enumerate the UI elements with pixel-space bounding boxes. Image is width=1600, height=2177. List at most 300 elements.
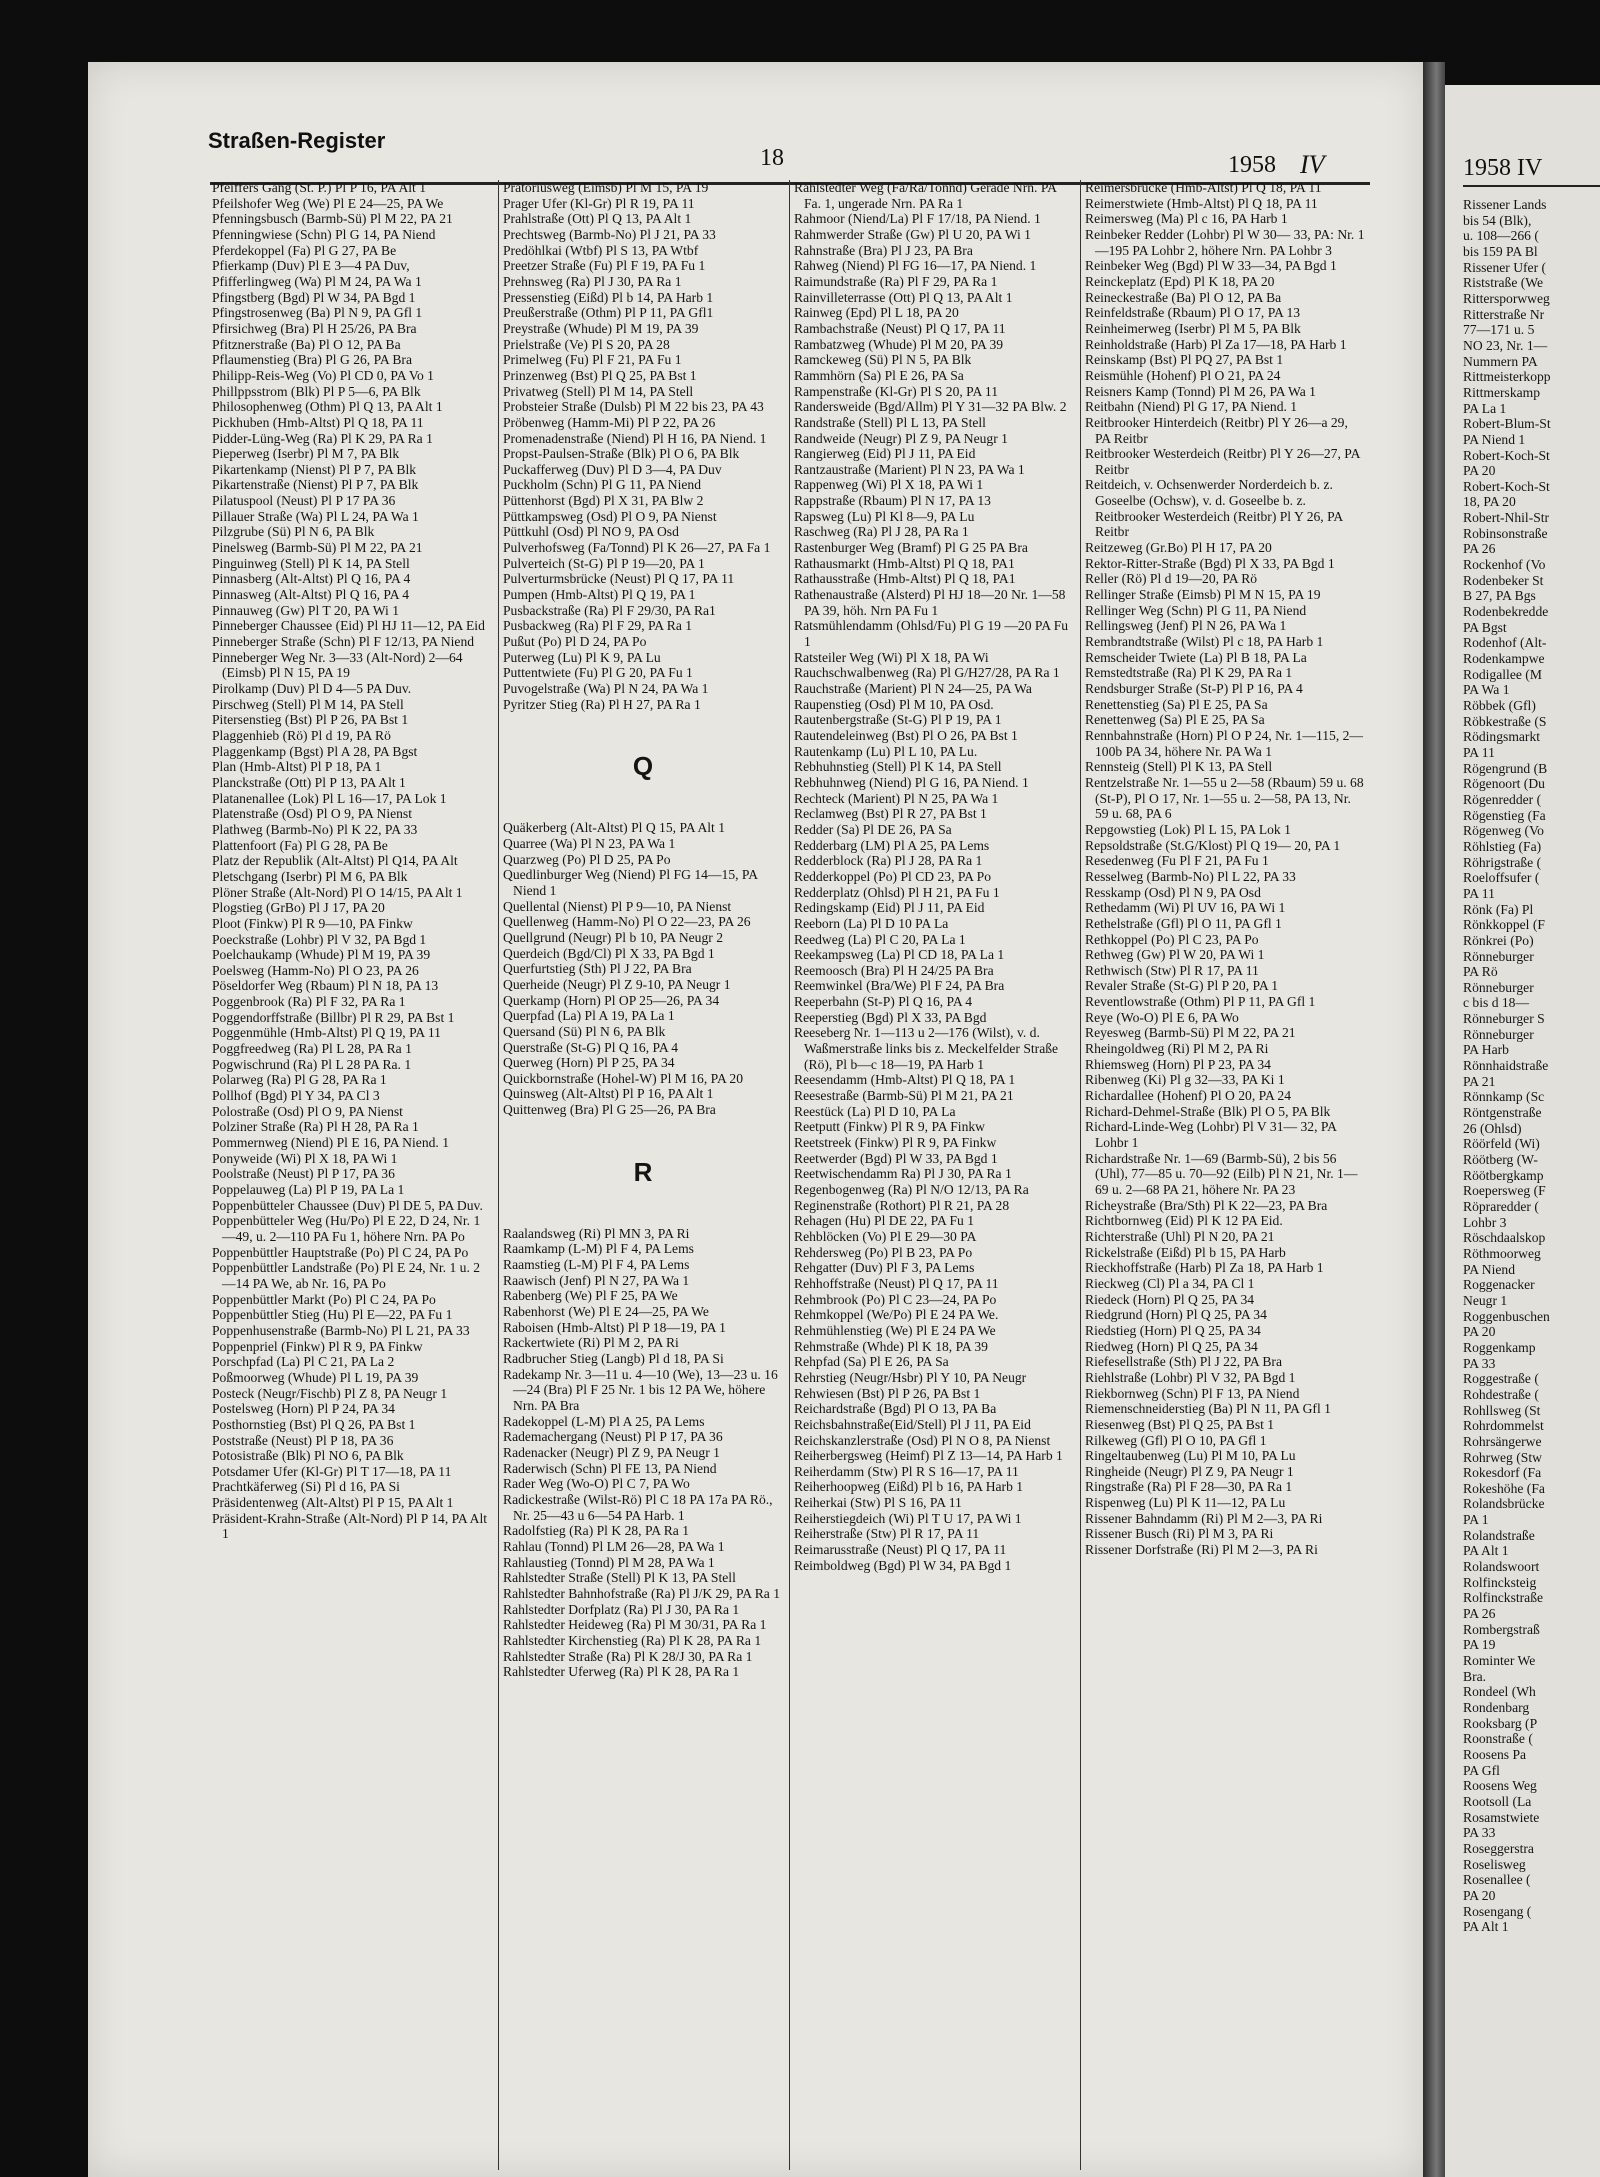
street-entry: Planckstraße (Ott) Pl P 13, PA Alt 1 xyxy=(212,774,406,790)
street-entry: Rickelstraße (Eißd) Pl b 15, PA Harb xyxy=(1085,1244,1286,1260)
street-entry: Reinbeker Redder (Lohbr) Pl W 30— 33, PA: Nr. 1—195 PA Lohbr 2, höhere Nrn. PA Lohbr 3 xyxy=(1085,226,1365,258)
street-entry: Radolfstieg (Ra) Pl K 28, PA Ra 1 xyxy=(503,1523,690,1539)
street-entry: Reetputt (Finkw) Pl R 9, PA Finkw xyxy=(794,1119,985,1135)
adjacent-page-line: Roonstraße ( xyxy=(1463,1731,1533,1747)
street-entry: Redderbarg (LM) Pl A 25, PA Lems xyxy=(794,837,990,853)
adjacent-page-line: Rolfinckstraße xyxy=(1463,1590,1544,1606)
street-entry: Rauchstraße (Marient) Pl N 24—25, PA Wa xyxy=(794,681,1032,696)
street-entry: Rellinger Weg (Schn) Pl G 11, PA Niend xyxy=(1085,602,1307,618)
adjacent-page-line: Rombergstraß xyxy=(1463,1621,1540,1637)
adjacent-page-line: Rittmerskamp xyxy=(1463,384,1541,400)
street-entry: Riedgrund (Horn) Pl Q 25, PA 34 xyxy=(1085,1307,1267,1323)
street-entry: Randstraße (Stell) Pl L 13, PA Stell xyxy=(794,414,986,430)
street-entry: Pußut (Po) Pl D 24, PA Po xyxy=(503,634,647,650)
adjacent-page-line: Rönkrei (Po) xyxy=(1463,932,1534,948)
header-volume: IV xyxy=(1300,150,1325,179)
street-entry: Pinnasweg (Alt-Altst) Pl Q 16, PA 4 xyxy=(212,587,410,603)
adjacent-page-header: 1958 IV xyxy=(1463,155,1543,181)
street-entry: Pinnauweg (Gw) Pl T 20, PA Wi 1 xyxy=(212,602,400,618)
street-entry: Posteck (Neugr/Fischb) Pl Z 8, PA Neugr 1 xyxy=(212,1385,448,1401)
street-entry: Pinneberger Weg Nr. 3—33 (Alt-Nord) 2—64 (Eimsb) Pl N 15, PA 19 xyxy=(212,649,463,681)
street-entry: Riehlstraße (Lohbr) Pl V 32, PA Bgd 1 xyxy=(1085,1369,1296,1385)
street-entry: Pusbackweg (Ra) Pl F 29, PA Ra 1 xyxy=(503,618,693,634)
adjacent-page-line: Rokeshöhe (Fa xyxy=(1463,1480,1545,1496)
street-entry: Richeystraße (Bra/Sth) Pl K 22—23, PA Bra xyxy=(1085,1197,1328,1213)
street-entry: Rahlstedter Dorfplatz (Ra) Pl J 30, PA Ra 1 xyxy=(503,1601,740,1617)
adjacent-page-line: PA 20 xyxy=(1463,463,1496,479)
street-entry: Rangierweg (Eid) Pl J 11, PA Eid xyxy=(794,446,976,462)
street-entry: Poelsweg (Hamm-No) Pl O 23, PA 26 xyxy=(212,962,419,978)
section-letter: R xyxy=(633,1156,653,1187)
street-entry: Poppenhusenstraße (Barmb-No) Pl L 21, PA 33 xyxy=(212,1322,470,1338)
street-entry: Ringeltaubenweg (Lu) Pl M 10, PA Lu xyxy=(1085,1448,1296,1464)
street-entry: Renettenstieg (Sa) Pl E 25, PA Sa xyxy=(1085,696,1268,712)
adjacent-page-line: PA Rö xyxy=(1463,964,1498,980)
street-entry: Rehgatter (Duv) Pl F 3, PA Lems xyxy=(794,1260,975,1276)
street-entry: Quinsweg (Alt-Altst) Pl P 16, PA Alt 1 xyxy=(503,1086,714,1102)
street-entry: Platanenallee (Lok) Pl L 16—17, PA Lok 1 xyxy=(212,790,447,806)
street-entry: Reinholdstraße (Harb) Pl Za 17—18, PA Harb 1 xyxy=(1085,336,1347,352)
street-entry: Reclamweg (Bst) Pl R 27, PA Bst 1 xyxy=(794,806,987,822)
street-entry: Reinfeldstraße (Rbaum) Pl O 17, PA 13 xyxy=(1085,305,1301,321)
street-entry: Rieckhoffstraße (Harb) Pl Za 18, PA Harb 1 xyxy=(1085,1260,1324,1276)
adjacent-page-line: PA Niend 1 xyxy=(1463,431,1526,447)
street-entry: Pulverhofsweg (Fa/Tonnd) Pl K 26—27, PA Fa 1 xyxy=(503,540,771,556)
street-entry: Reitbahn (Niend) Pl G 17, PA Niend. 1 xyxy=(1085,399,1298,415)
adjacent-page-line: PA 21 xyxy=(1463,1073,1496,1089)
street-entry: Reiherstraße (Stw) Pl R 17, PA 11 xyxy=(794,1526,980,1542)
street-entry: Rehagen (Hu) Pl DE 22, PA Fu 1 xyxy=(794,1213,974,1229)
street-entry: Reisners Kamp (Tonnd) Pl M 26, PA Wa 1 xyxy=(1085,383,1316,399)
street-entry: Rebhuhnweg (Niend) Pl G 16, PA Niend. 1 xyxy=(794,774,1029,790)
street-entry: Platz der Republik (Alt-Altst) Pl Q14, PA Alt xyxy=(212,853,458,869)
street-entry: Quersand (Sü) Pl N 6, PA Blk xyxy=(503,1023,666,1039)
street-entry: Rehwiesen (Bst) Pl P 26, PA Bst 1 xyxy=(794,1385,981,1401)
street-entry: Rahlaustieg (Tonnd) Pl M 28, PA Wa 1 xyxy=(503,1554,715,1570)
street-entry: Rambachstraße (Neust) Pl Q 17, PA 11 xyxy=(794,320,1006,336)
street-entry: Püttkuhl (Osd) Pl NO 9, PA Osd xyxy=(503,524,679,540)
street-entry: Raupenstieg (Osd) Pl M 10, PA Osd. xyxy=(794,696,994,712)
street-entry: Reichardstraße (Bgd) Pl O 13, PA Ba xyxy=(794,1401,997,1417)
street-entry: Reetstreek (Finkw) Pl R 9, PA Finkw xyxy=(794,1135,997,1151)
adjacent-page-line: Rohrsängerwe xyxy=(1463,1433,1542,1449)
adjacent-page-line: Ritterstraße Nr xyxy=(1463,306,1545,322)
street-entry: Ponyweide (Wi) Pl X 18, PA Wi 1 xyxy=(212,1150,398,1166)
adjacent-page-line: PA Alt 1 xyxy=(1463,1919,1509,1935)
street-entry: Rathausmarkt (Hmb-Altst) Pl Q 18, PA1 xyxy=(794,555,1015,571)
adjacent-page-line: Roselisweg xyxy=(1463,1856,1526,1872)
street-entry: Rennbahnstraße (Horn) Pl O P 24, Nr. 1—115, 2—100b PA 34, höhere Nr. PA Wa 1 xyxy=(1085,727,1364,759)
street-entry: Poppenbütteler Weg (Hu/Po) Pl E 22, D 24, Nr. 1—49, u. 2—110 PA Fu 1, höhere Nrn. PA Po xyxy=(212,1213,481,1244)
street-entry: Prehnsweg (Ra) Pl J 30, PA Ra 1 xyxy=(503,273,682,289)
street-entry: Plaggenhieb (Rö) Pl d 19, PA Rö xyxy=(212,727,391,743)
street-entry: Resedenweg (Fu Pl F 21, PA Fu 1 xyxy=(1085,853,1269,869)
street-entry: Rabenberg (We) Pl F 25, PA We xyxy=(503,1288,678,1304)
section-letter: Q xyxy=(632,751,654,782)
adjacent-page-line: PA 26 xyxy=(1463,541,1496,557)
header-page-number: 18 xyxy=(760,145,784,171)
street-entry: Rheingoldweg (Ri) Pl M 2, PA Ri xyxy=(1085,1041,1269,1057)
street-entry: Rampenstraße (Kl-Gr) Pl S 20, PA 11 xyxy=(794,383,999,399)
street-entry: Plaggenkamp (Bgst) Pl A 28, PA Bgst xyxy=(212,743,418,759)
register-column-4 xyxy=(1081,180,1372,2170)
adjacent-page-line: Neugr 1 xyxy=(1463,1292,1508,1308)
street-entry: Poppenbüttler Landstraße (Po) Pl E 24, Nr. 1 u. 2—14 PA We, ab Nr. 16, PA Po xyxy=(212,1260,481,1291)
street-entry: Pflaumenstieg (Bra) Pl G 26, PA Bra xyxy=(212,352,412,368)
adjacent-page xyxy=(1445,85,1600,2177)
adjacent-page-text xyxy=(1463,197,1600,1935)
street-entry: Quellgrund (Neugr) Pl b 10, PA Neugr 2 xyxy=(503,929,724,945)
street-entry: Poolstraße (Neust) Pl P 17, PA 36 xyxy=(212,1166,395,1182)
adjacent-page-line: Röthmoorweg xyxy=(1463,1245,1541,1261)
street-entry: Pfierkamp (Duv) Pl E 3—4 PA Duv, xyxy=(212,258,410,274)
adjacent-page-line: Rönnhaidstraße xyxy=(1463,1058,1549,1074)
adjacent-page-line: Rodenbekredde xyxy=(1463,604,1549,620)
street-entry: Resselweg (Barmb-No) Pl L 22, PA 33 xyxy=(1085,868,1296,884)
adjacent-page-line: Rolandstraße xyxy=(1463,1527,1535,1543)
street-entry: Redderkoppel (Po) Pl CD 23, PA Po xyxy=(794,868,992,884)
street-entry: Reinbeker Weg (Bgd) Pl W 33—34, PA Bgd 1 xyxy=(1085,258,1337,274)
street-entry: Poelchaukamp (Whude) Pl M 19, PA 39 xyxy=(212,947,431,963)
street-entry: Richard-Linde-Weg (Lohbr) Pl V 31— 32, PA Lohbr 1 xyxy=(1085,1119,1337,1151)
street-entry: Reekampsweg (La) Pl CD 18, PA La 1 xyxy=(794,947,1005,963)
street-entry: Rethedamm (Wi) Pl UV 16, PA Wi 1 xyxy=(1085,900,1286,916)
street-entry: Rahweg (Niend) Pl FG 16—17, PA Niend. 1 xyxy=(794,258,1037,274)
street-entry: Pfeiffers Gang (St. P.) Pl P 16, PA Alt 1 xyxy=(212,180,427,195)
street-entry: Querfurtstieg (Sth) Pl J 22, PA Bra xyxy=(503,961,692,977)
street-entry: Radbrucher Stieg (Langb) Pl d 18, PA Si xyxy=(503,1351,724,1367)
street-entry: Richardstraße Nr. 1—69 (Barmb-Sü), 2 bis 56 (Uhl), 77—85 u. 70—92 (Eilb) Pl N 21, Nr. 1—69 u. 2—68 PA 21, höhere Nr. PA 23 xyxy=(1085,1150,1358,1197)
street-entry: Reitbrooker Westerdeich (Reitbr) Pl Y 26—27, PA Reitbr xyxy=(1085,446,1360,477)
street-entry: Pinelsweg (Barmb-Sü) Pl M 22, PA 21 xyxy=(212,540,423,556)
street-entry: Prechtsweg (Barmb-No) Pl J 21, PA 33 xyxy=(503,226,716,242)
street-entry: Pusbackstraße (Ra) Pl F 29/30, PA Ra1 xyxy=(503,602,716,618)
street-entry: Rhiemsweg (Horn) Pl P 23, PA 34 xyxy=(1085,1056,1271,1072)
street-entry: Poppenbüttler Stieg (Hu) Pl E—22, PA Fu 1 xyxy=(212,1307,453,1323)
street-entry: Quittenweg (Bra) Pl G 25—26, PA Bra xyxy=(503,1102,716,1118)
adjacent-page-line: Roosens Pa xyxy=(1463,1746,1527,1762)
street-entry: Ratsmühlendamm (Ohlsd/Fu) Pl G 19 —20 PA Fu 1 xyxy=(794,618,1069,650)
adjacent-page-line: Rodenbeker St xyxy=(1463,572,1544,588)
street-entry: Rackertwiete (Ri) Pl M 2, PA Ri xyxy=(503,1335,679,1351)
street-entry: Richard-Dehmel-Straße (Blk) Pl O 5, PA Blk xyxy=(1085,1103,1331,1119)
adjacent-page-line: PA 33 xyxy=(1463,1825,1496,1841)
street-entry: Reiherhoopweg (Eißd) Pl b 16, PA Harb 1 xyxy=(794,1479,1024,1495)
adjacent-page-line: 26 (Ohlsd) xyxy=(1463,1120,1522,1136)
street-entry: Regenbogenweg (Ra) Pl N/O 12/13, PA Ra xyxy=(794,1182,1029,1197)
street-entry: Rahlstedter Bahnhofstraße (Ra) Pl J/K 29, PA Ra 1 xyxy=(503,1585,781,1601)
adjacent-page-line: Robert-Koch-St xyxy=(1463,478,1550,494)
street-entry: Rispenweg (Lu) Pl K 11—12, PA Lu xyxy=(1085,1495,1286,1511)
adjacent-page-line: Röhrigstraße ( xyxy=(1463,854,1542,870)
adjacent-page-line: Rosengang ( xyxy=(1463,1903,1532,1919)
street-entry: Ringheide (Neugr) Pl Z 9, PA Neugr 1 xyxy=(1085,1463,1294,1479)
street-entry: Reestück (La) Pl D 10, PA La xyxy=(794,1103,956,1119)
adjacent-page-line: 77—171 u. 5 xyxy=(1463,322,1535,338)
street-entry: Rehmkoppel (We/Po) Pl E 24 PA We. xyxy=(794,1307,999,1323)
street-entry: Reimersbrücke (Hmb-Altst) Pl Q 18, PA 11 xyxy=(1085,180,1322,195)
street-entry: Puttentwiete (Fu) Pl G 20, PA Fu 1 xyxy=(503,665,693,681)
adjacent-page-rule xyxy=(1463,185,1600,187)
street-entry: Rieckweg (Cl) Pl a 34, PA Cl 1 xyxy=(1085,1275,1255,1291)
street-entry: Pumpen (Hmb-Altst) Pl Q 19, PA 1 xyxy=(503,587,696,603)
street-entry: Riedstieg (Horn) Pl Q 25, PA 34 xyxy=(1085,1322,1261,1338)
adjacent-page-line: Rissener Lands xyxy=(1463,197,1547,212)
adjacent-page-line: PA 1 xyxy=(1463,1512,1489,1528)
adjacent-page-line: Rönneburger xyxy=(1463,1026,1534,1042)
street-entry: Resskamp (Osd) Pl N 9, PA Osd xyxy=(1085,884,1261,900)
street-entry: Rahlstedter Heideweg (Ra) Pl M 30/31, PA Ra 1 xyxy=(503,1617,767,1633)
street-entry: Probsteier Straße (Dulsb) Pl M 22 bis 23, PA 43 xyxy=(503,399,764,415)
adjacent-page-line: Rolandswoort xyxy=(1463,1559,1540,1575)
street-entry: Reemoosch (Bra) Pl H 24/25 PA Bra xyxy=(794,962,994,978)
street-entry: Ringstraße (Ra) Pl F 28—30, PA Ra 1 xyxy=(1085,1479,1293,1495)
street-entry: Repgowstieg (Lok) Pl L 15, PA Lok 1 xyxy=(1085,821,1291,837)
street-entry: Potosistraße (Blk) Pl NO 6, PA Blk xyxy=(212,1448,404,1464)
register-column-2 xyxy=(499,180,790,2170)
street-entry: Rehrstieg (Neugr/Hsbr) Pl Y 10, PA Neugr xyxy=(794,1369,1027,1385)
street-entry: Pilatuspool (Neust) Pl P 17 PA 36 xyxy=(212,493,396,509)
street-entry: Reitzeweg (Gr.Bo) Pl H 17, PA 20 xyxy=(1085,540,1272,556)
adjacent-page-line: PA Gfl xyxy=(1463,1762,1500,1778)
street-entry: Rahlstedter Kirchenstieg (Ra) Pl K 28, PA Ra 1 xyxy=(503,1632,762,1648)
adjacent-page-line: Rittmeisterkopp xyxy=(1463,369,1551,385)
street-entry: Philosophenweg (Othm) Pl Q 13, PA Alt 1 xyxy=(212,399,443,415)
street-entry: Reeperstieg (Bgd) Pl X 33, PA Bgd xyxy=(794,1009,987,1025)
adjacent-page-line: Röntgenstraße xyxy=(1463,1105,1542,1121)
adjacent-page-line: PA La 1 xyxy=(1463,400,1507,416)
street-entry: Rahnstraße (Bra) Pl J 23, PA Bra xyxy=(794,242,973,258)
street-entry: Rahlstedter Straße (Stell) Pl K 13, PA Stell xyxy=(503,1570,736,1586)
street-entry: Querdeich (Bgd/Cl) Pl X 33, PA Bgd 1 xyxy=(503,945,715,961)
street-entry: Pinnasberg (Alt-Altst) Pl Q 16, PA 4 xyxy=(212,571,411,587)
street-entry: Poggendorffstraße (Billbr) Pl R 29, PA Bst 1 xyxy=(212,1009,455,1025)
street-entry: Rademachergang (Neust) Pl P 17, PA 36 xyxy=(503,1429,723,1445)
adjacent-page-line: Riststraße (We xyxy=(1463,275,1544,291)
street-entry: Prahlstraße (Ott) Pl Q 13, PA Alt 1 xyxy=(503,211,692,227)
street-entry: Rethelstraße (Gfl) Pl O 11, PA Gfl 1 xyxy=(1085,915,1282,931)
adjacent-page-line: Rondeel (Wh xyxy=(1463,1684,1536,1700)
street-entry: Ribenweg (Ki) Pl g 32—33, PA Ki 1 xyxy=(1085,1072,1285,1088)
adjacent-page-line: PA 11 xyxy=(1463,744,1495,760)
street-entry: Rellinger Straße (Eimsb) Pl M N 15, PA 19 xyxy=(1085,587,1321,603)
street-entry: Rammhörn (Sa) Pl E 26, PA Sa xyxy=(794,367,964,383)
adjacent-page-line: Rosamstwiete xyxy=(1463,1809,1540,1825)
street-entry: Raamstieg (L-M) Pl F 4, PA Lems xyxy=(503,1257,690,1273)
street-entry: Rainvilleterrasse (Ott) Pl Q 13, PA Alt 1 xyxy=(794,289,1013,305)
street-entry: Puvogelstraße (Wa) Pl N 24, PA Wa 1 xyxy=(503,681,709,696)
street-entry: Quedlinburger Weg (Niend) Pl FG 14—15, PA Niend 1 xyxy=(503,867,758,898)
street-entry: Rappenweg (Wi) Pl X 18, PA Wi 1 xyxy=(794,477,984,493)
street-entry: Plan (Hmb-Altst) Pl P 18, PA 1 xyxy=(212,759,382,775)
street-entry: Rechteck (Marient) Pl N 25, PA Wa 1 xyxy=(794,790,999,806)
adjacent-page-line: Rominter We xyxy=(1463,1653,1536,1669)
street-entry: Reeborn (La) Pl D 10 PA La xyxy=(794,915,949,931)
street-entry: Poppenbüttler Markt (Po) Pl C 24, PA Po xyxy=(212,1291,436,1307)
street-entry: Pirolkamp (Duv) Pl D 4—5 PA Duv. xyxy=(212,681,412,696)
street-entry: Remstedtstraße (Ra) Pl K 29, PA Ra 1 xyxy=(1085,665,1293,681)
street-entry: Reinckeplatz (Epd) Pl K 18, PA 20 xyxy=(1085,273,1275,289)
street-entry: Redderplatz (Ohlsd) Pl H 21, PA Fu 1 xyxy=(794,884,1000,900)
street-entry: Pfitznerstraße (Ba) Pl O 12, PA Ba xyxy=(212,336,401,352)
street-entry: Reimerstwiete (Hmb-Altst) Pl Q 18, PA 11 xyxy=(1085,195,1318,211)
street-entry: Revaler Straße (St-G) Pl P 20, PA 1 xyxy=(1085,978,1279,994)
street-entry: Pidder-Lüng-Weg (Ra) Pl K 29, PA Ra 1 xyxy=(212,430,433,446)
adjacent-page-line: PA 19 xyxy=(1463,1637,1496,1653)
street-entry: Pirschweg (Stell) Pl M 14, PA Stell xyxy=(212,696,404,712)
adjacent-page-line: Rodenkampwe xyxy=(1463,651,1545,667)
street-entry: Poppenpriel (Finkw) Pl R 9, PA Finkw xyxy=(212,1338,423,1354)
adjacent-page-line: PA Harb xyxy=(1463,1042,1509,1058)
street-entry: Reiherstiegdeich (Wi) Pl T U 17, PA Wi 1 xyxy=(794,1510,1022,1526)
street-entry: Rambatzweg (Whude) Pl M 20, PA 39 xyxy=(794,336,1004,352)
adjacent-page-line: Röpraredder ( xyxy=(1463,1199,1539,1214)
street-entry: Pogwischrund (Ra) Pl L 28 PA Ra. 1 xyxy=(212,1056,412,1072)
adjacent-page-line: Rönkkoppel (F xyxy=(1463,917,1545,933)
street-entry: Reyesweg (Barmb-Sü) Pl M 22, PA 21 xyxy=(1085,1025,1296,1041)
adjacent-page-line: Roosens Weg xyxy=(1463,1778,1537,1794)
adjacent-page-line: Rissener Ufer ( xyxy=(1463,259,1547,275)
street-entry: Redingskamp (Eid) Pl J 11, PA Eid xyxy=(794,900,985,916)
street-entry: Pfifferlingweg (Wa) Pl M 24, PA Wa 1 xyxy=(212,273,422,289)
street-entry: Reimboldweg (Bgd) Pl W 34, PA Bgd 1 xyxy=(794,1557,1012,1573)
adjacent-page-line: Roepersweg (F xyxy=(1463,1183,1546,1199)
street-entry: Rennsteig (Stell) Pl K 13, PA Stell xyxy=(1085,759,1273,775)
street-register-columns xyxy=(208,180,1373,2170)
adjacent-page-line: bis 54 (Blk), xyxy=(1463,212,1532,228)
street-entry: Rethkoppel (Po) Pl C 23, PA Po xyxy=(1085,931,1259,947)
adjacent-page-line: Rosenallee ( xyxy=(1463,1872,1531,1888)
street-entry: Riemenschneiderstieg (Ba) Pl N 11, PA Gfl 1 xyxy=(1085,1401,1331,1417)
street-entry: Püttenhorst (Bgd) Pl X 31, PA Blw 2 xyxy=(503,493,704,509)
street-entry: Rethwisch (Stw) Pl R 17, PA 11 xyxy=(1085,962,1259,978)
street-entry: Plathweg (Barmb-No) Pl K 22, PA 33 xyxy=(212,821,418,837)
street-entry: Reichsbahnstraße(Eid/Stell) Pl J 11, PA Eid xyxy=(794,1416,1031,1432)
street-entry: Pulverturmsbrücke (Neust) Pl Q 17, PA 11 xyxy=(503,571,735,587)
street-entry: Rehmbrook (Po) Pl C 23—24, PA Po xyxy=(794,1291,997,1307)
street-entry: Prielstraße (Ve) Pl S 20, PA 28 xyxy=(503,336,670,352)
street-entry: Querweg (Horn) Pl P 25, PA 34 xyxy=(503,1055,675,1071)
street-entry: Quickbornstraße (Hohel-W) Pl M 16, PA 20 xyxy=(503,1070,744,1086)
adjacent-page-line: Roeloffsufer ( xyxy=(1463,870,1540,886)
adjacent-page-line: Roggenkamp xyxy=(1463,1339,1536,1355)
street-entry: Randweide (Neugr) Pl Z 9, PA Neugr 1 xyxy=(794,430,1008,446)
street-entry: Rissener Bahndamm (Ri) Pl M 2—3, PA Ri xyxy=(1085,1510,1323,1526)
street-entry: Rehhoffstraße (Neust) Pl Q 17, PA 11 xyxy=(794,1275,999,1291)
street-entry: Rappstraße (Rbaum) Pl N 17, PA 13 xyxy=(794,493,991,509)
street-entry: Präsidentenweg (Alt-Altst) Pl P 15, PA Alt 1 xyxy=(212,1495,454,1511)
adjacent-page-line: Röbbek (Gfl) xyxy=(1463,698,1536,713)
street-entry: Rembrandtstraße (Wilst) Pl c 18, PA Harb 1 xyxy=(1085,634,1324,650)
adjacent-page-line: Robinsonstraße xyxy=(1463,525,1548,541)
street-entry: Propst-Paulsen-Straße (Blk) Pl O 6, PA Blk xyxy=(503,446,740,462)
street-entry: Randersweide (Bgd/Allm) Pl Y 31—32 PA Blw. 2 xyxy=(794,399,1067,415)
street-entry: Pfingstberg (Bgd) Pl W 34, PA Bgd 1 xyxy=(212,289,416,305)
adjacent-page-line: PA 20 xyxy=(1463,1324,1496,1340)
street-entry: Radickestraße (Wilst-Rö) Pl C 18 PA 17a PA Rö., Nr. 25—43 u 6—54 PA Harb. 1 xyxy=(503,1491,773,1523)
street-entry: Promenadenstraße (Niend) Pl H 16, PA Niend. 1 xyxy=(503,430,767,446)
street-entry: Poeckstraße (Lohbr) Pl V 32, PA Bgd 1 xyxy=(212,931,427,947)
street-entry: Rantzaustraße (Marient) Pl N 23, PA Wa 1 xyxy=(794,461,1025,477)
street-entry: Rethweg (Gw) Pl W 20, PA Wi 1 xyxy=(1085,947,1265,963)
street-entry: Rautenbergstraße (St-G) Pl P 19, PA 1 xyxy=(794,712,1002,728)
street-entry: Rentzelstraße Nr. 1—55 u 2—58 (Rbaum) 59 u. 68 (St-P), Pl O 17, Nr. 1—55 u. 2—58, PA 13, Nr. 59 u. 68, PA 6 xyxy=(1085,774,1364,822)
street-entry: Poppenbüttler Hauptstraße (Po) Pl C 24, PA Po xyxy=(212,1244,469,1260)
street-entry: Reetwischendamm Ra) Pl J 30, PA Ra 1 xyxy=(794,1166,1012,1182)
street-entry: Quellental (Nienst) Pl P 9—10, PA Nienst xyxy=(503,898,732,914)
adjacent-page-line: Rooksbarg (P xyxy=(1463,1715,1538,1731)
street-entry: Querheide (Neugr) Pl Z 9-10, PA Neugr 1 xyxy=(503,976,731,992)
adjacent-page-line: Rögenweg (Vo xyxy=(1463,823,1544,839)
street-entry: Pinneberger Chaussee (Eid) Pl HJ 11—12, PA Eid xyxy=(212,618,485,634)
street-entry: Reimersweg (Ma) Pl c 16, PA Harb 1 xyxy=(1085,211,1288,227)
adjacent-page-line: Rönneburger xyxy=(1463,979,1534,995)
street-entry: Reemwinkel (Bra/We) Pl F 24, PA Bra xyxy=(794,978,1005,994)
street-entry: Reesestraße (Barmb-Sü) Pl M 21, PA 21 xyxy=(794,1088,1014,1104)
street-entry: Preußerstraße (Othm) Pl P 11, PA Gfl1 xyxy=(503,305,714,321)
street-entry: Rautenkamp (Lu) Pl L 10, PA Lu. xyxy=(794,743,978,759)
street-entry: Pikartenkamp (Nienst) Pl P 7, PA Blk xyxy=(212,461,417,477)
adjacent-page-line: B 27, PA Bgs xyxy=(1463,588,1536,604)
street-entry: Reismühle (Hohenf) Pl O 21, PA 24 xyxy=(1085,367,1281,383)
street-entry: Renettenweg (Sa) Pl E 25, PA Sa xyxy=(1085,712,1265,728)
street-entry: Rehmstraße (Whde) Pl K 18, PA 39 xyxy=(794,1338,988,1354)
street-entry: Prager Ufer (Kl-Gr) Pl R 19, PA 11 xyxy=(503,195,695,211)
adjacent-page-line: Rohdestraße ( xyxy=(1463,1386,1539,1402)
adjacent-page-line: Rögenstieg (Fa xyxy=(1463,807,1546,823)
adjacent-page-line: PA 33 xyxy=(1463,1355,1496,1371)
adjacent-page-line: Rittersporwweg xyxy=(1463,290,1550,306)
street-entry: Riekbornweg (Schn) Pl F 13, PA Niend xyxy=(1085,1385,1300,1401)
street-entry: Rebhuhnstieg (Stell) Pl K 14, PA Stell xyxy=(794,759,1002,775)
adjacent-page-line: u. 108—266 ( xyxy=(1463,228,1539,244)
street-entry: Poßmoorweg (Whude) Pl L 19, PA 39 xyxy=(212,1369,419,1385)
street-entry: Ploot (Finkw) Pl R 9—10, PA Finkw xyxy=(212,915,413,931)
street-entry: Plattenfoort (Fa) Pl G 28, PA Be xyxy=(212,837,388,853)
street-entry: Pröbenweg (Hamm-Mi) Pl P 22, PA 26 xyxy=(503,414,716,430)
street-entry: Posthornstieg (Bst) Pl Q 26, PA Bst 1 xyxy=(212,1416,416,1432)
street-entry: Pulverteich (St-G) Pl P 19—20, PA 1 xyxy=(503,555,705,571)
adjacent-page-line: PA Niend xyxy=(1463,1261,1515,1277)
adjacent-page-line: PA Wa 1 xyxy=(1463,682,1510,698)
street-entry: Präsident-Krahn-Straße (Alt-Nord) Pl P 14, PA Alt 1 xyxy=(212,1510,488,1542)
street-entry: Polarweg (Ra) Pl G 28, PA Ra 1 xyxy=(212,1072,387,1088)
street-entry: Platenstraße (Osd) Pl O 9, PA Nienst xyxy=(212,806,413,822)
adjacent-page-line: c bis d 18— xyxy=(1463,995,1530,1011)
adjacent-page-line: Robert-Blum-St xyxy=(1463,416,1551,432)
adjacent-page-line: Robert-Koch-St xyxy=(1463,447,1550,463)
street-entry: Potsdamer Ufer (Kl-Gr) Pl T 17—18, PA 11 xyxy=(212,1463,452,1479)
adjacent-page-line: Rögenredder ( xyxy=(1463,791,1542,807)
street-entry: Rapsweg (Lu) Pl Kl 8—9, PA Lu xyxy=(794,508,975,524)
adjacent-page-line: Rolfincksteig xyxy=(1463,1574,1537,1590)
adjacent-page-line: Röötbergkamp xyxy=(1463,1167,1544,1183)
street-entry: Rauchschwalbenweg (Ra) Pl G/H27/28, PA Ra 1 xyxy=(794,665,1060,681)
adjacent-page-line: Roggenacker xyxy=(1463,1277,1535,1293)
street-entry: Querkamp (Horn) Pl OP 25—26, PA 34 xyxy=(503,992,720,1008)
street-entry: Quäkerberg (Alt-Altst) Pl Q 15, PA Alt 1 xyxy=(503,820,726,836)
street-entry: Rektor-Ritter-Straße (Bgd) Pl X 33, PA Bgd 1 xyxy=(1085,555,1335,571)
street-entry: Pollhof (Bgd) Pl Y 34, PA Cl 3 xyxy=(212,1088,380,1104)
adjacent-page-line: Roseggerstra xyxy=(1463,1840,1534,1856)
adjacent-page-line: PA Alt 1 xyxy=(1463,1543,1509,1559)
street-entry: Reiherbergsweg (Heimf) Pl Z 13—14, PA Harb 1 xyxy=(794,1448,1063,1464)
adjacent-page-line: Röörfeld (Wi) xyxy=(1463,1136,1540,1152)
street-entry: Plogstieg (GrBo) Pl J 17, PA 20 xyxy=(212,900,385,916)
street-entry: Raboisen (Hmb-Altst) Pl P 18—19, PA 1 xyxy=(503,1319,726,1335)
street-entry: Rader Weg (Wo-O) Pl C 7, PA Wo xyxy=(503,1476,690,1492)
street-entry: Porschpfad (La) Pl C 21, PA La 2 xyxy=(212,1354,395,1370)
